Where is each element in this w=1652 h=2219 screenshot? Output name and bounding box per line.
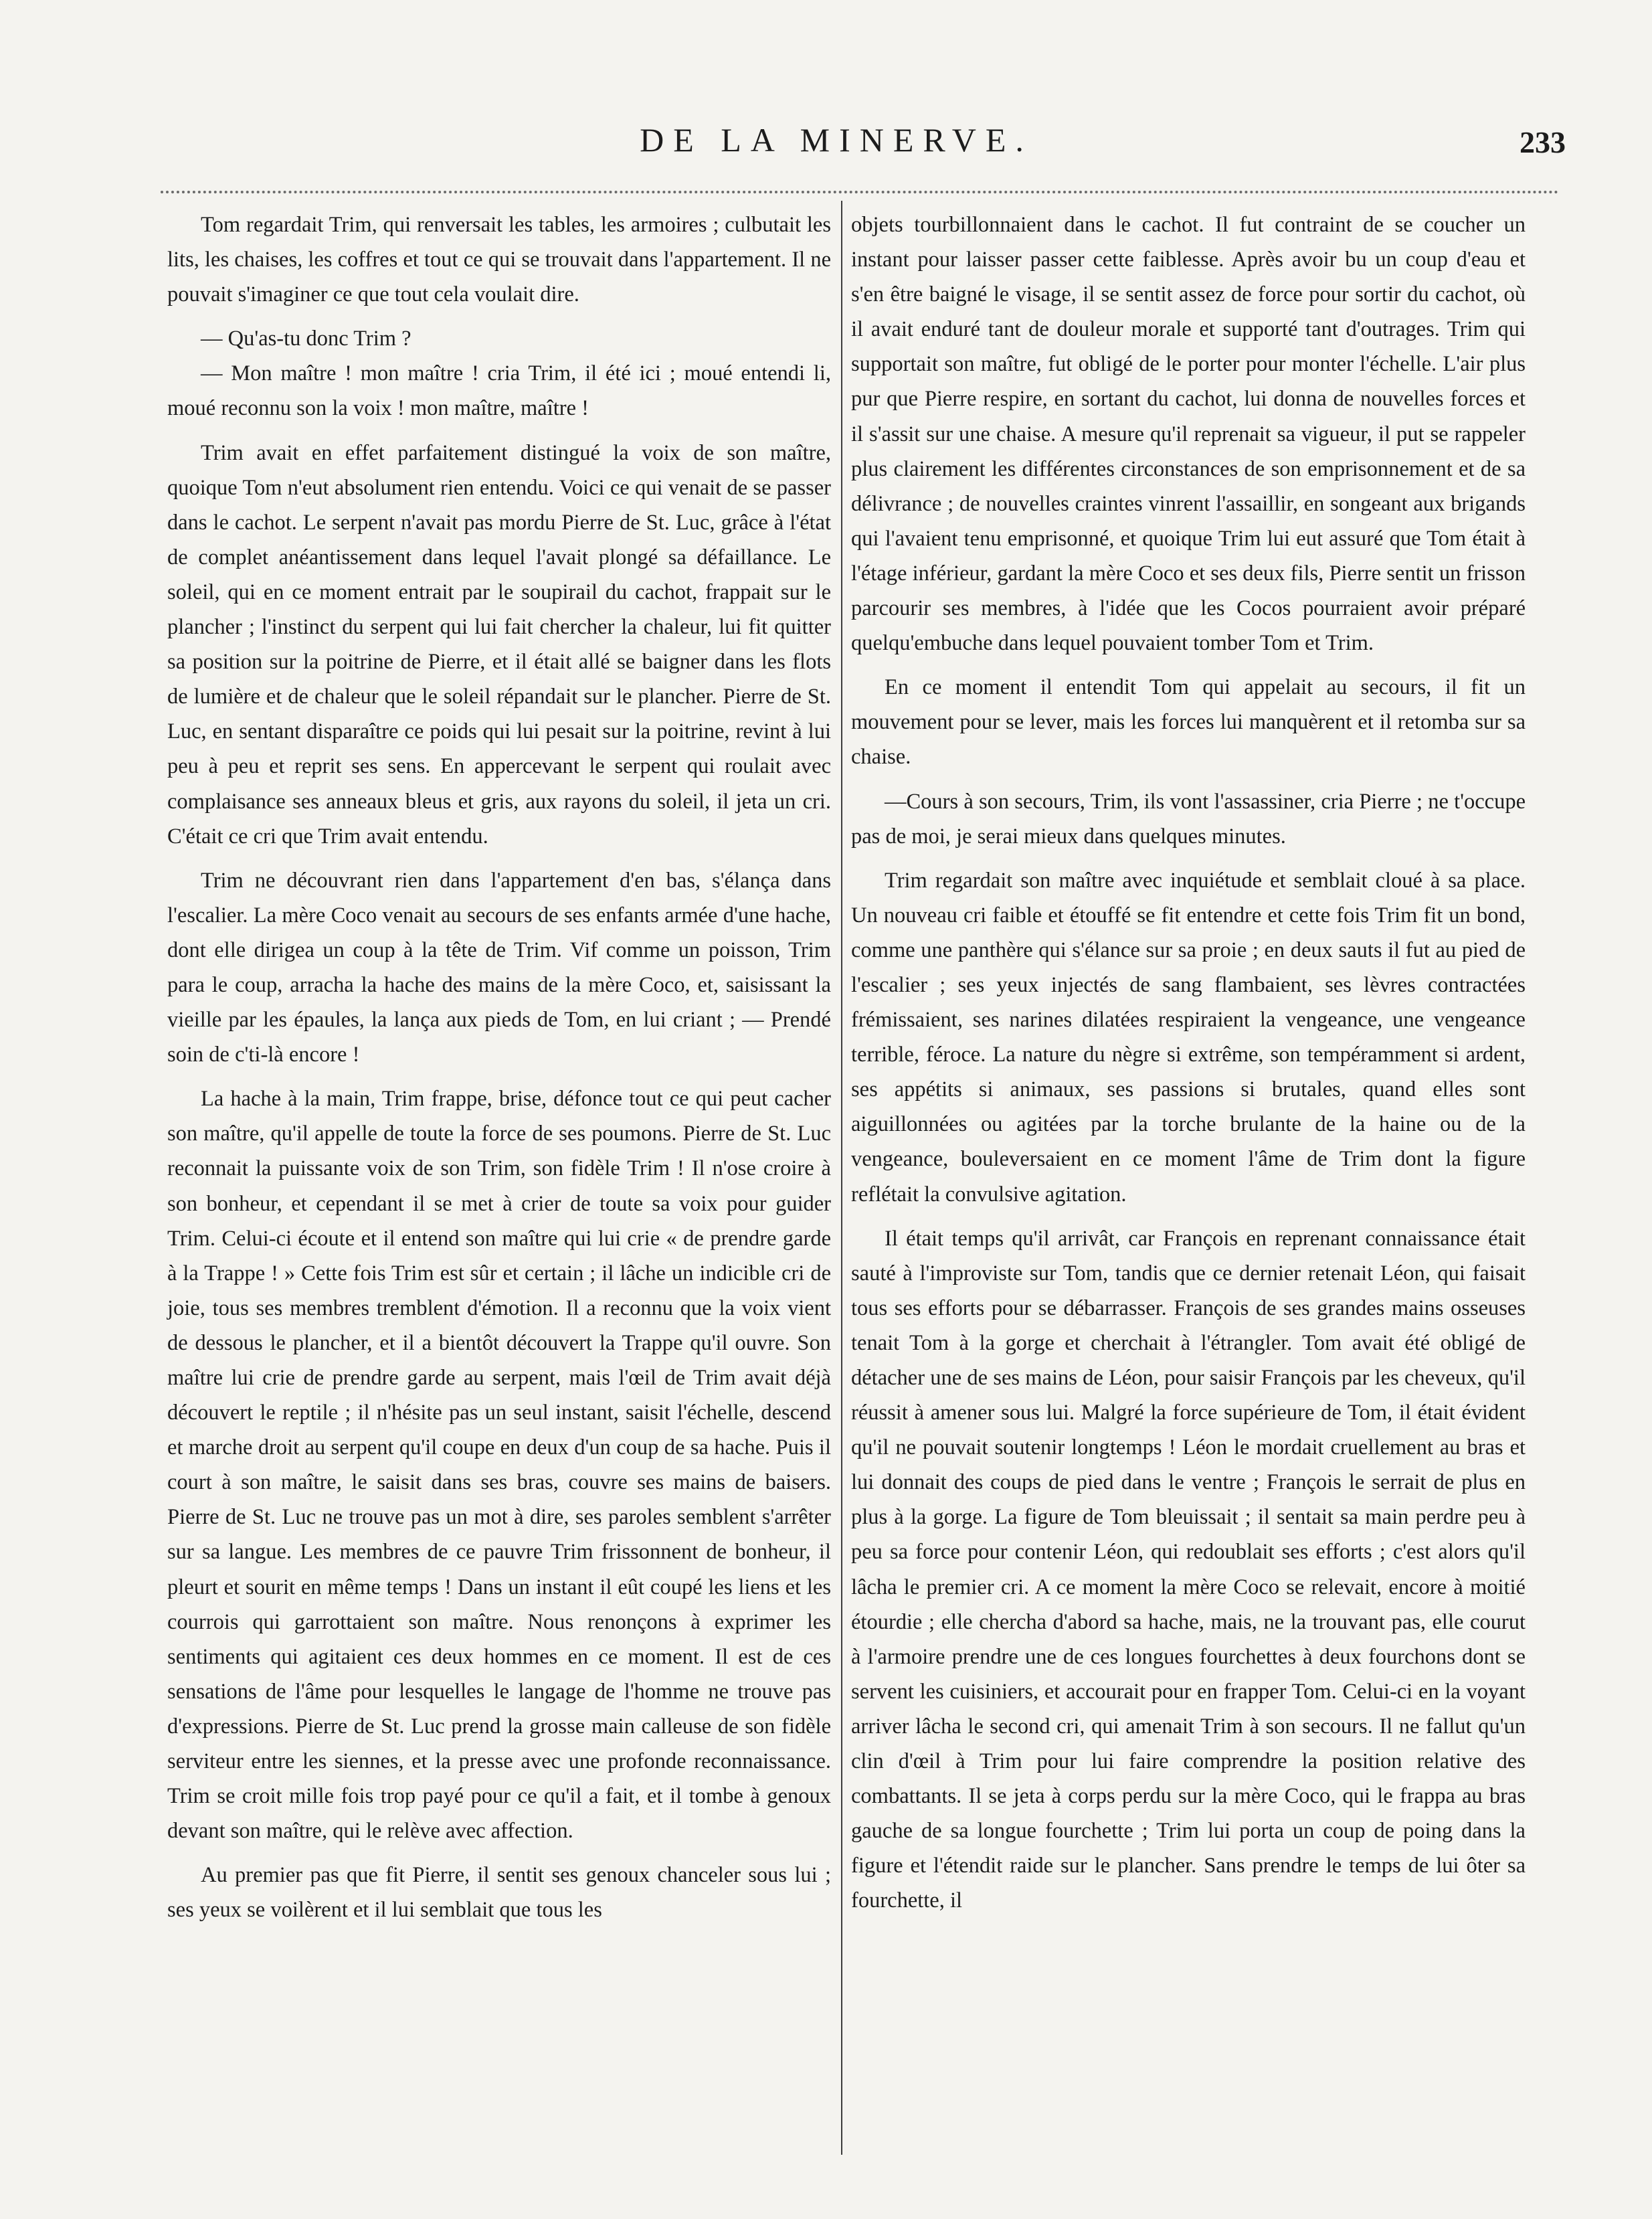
paragraph: La hache à la main, Trim frappe, brise, défonce tout ce qui peut cacher son maître, qu'il appelle de toute la force de ses poumons. Pierre de St. Luc reconnait la puissante voix de son Trim, son fidèle Trim ! Il n'ose croire à son bonheur, et cependant il se met à crier de toute sa voix pour guider Trim. Celui-ci écoute et il entend son maître qui lui crie « de prendre garde à la Trappe ! » Cette fois Trim est sûr et certain ; il lâche un indicible cri de joie, tous ses membres tremblent d'émotion. Il a reconnu que la voix vient de dessous le plancher, et il a bientôt découvert la Trappe qu'il ouvre. Son maître lui crie de prendre garde au serpent, mais l'œil de Trim avait déjà découvert le reptile ; il n'hésite pas un seul instant, saisit l'échelle, descend et marche droit au serpent qu'il coupe en deux d'un coup de sa hache. Puis il court à son maître, le saisit dans ses bras, couvre ses mains de baisers. Pierre de St. Luc ne trouve pas un mot à dire, ses paroles semblent s'arrêter sur sa langue. Les membres de ce pauvre Trim frissonnent de bonheur, il pleurt et sourit en même temps ! Dans un instant il eût coupé les liens et les courrois qui garrottaient son maître. Nous renonçons à exprimer les sentiments qui agitaient ces deux hommes en ce moment. Il est de ces sensations de l'âme pour lesquelles le langage de l'homme ne trouve pas d'expressions. Pierre de St. Luc prend la grosse main calleuse de son fidèle serviteur entre les siennes, et la presse avec une profonde reconnaissance. Trim se croit mille fois trop payé pour ce qu'il a fait, et il tombe à genoux devant son maître, qui le relève avec affection. [167, 1087, 831, 1844]
paragraph: Au premier pas que fit Pierre, il sentit ses genoux chanceler sous lui ; ses yeux se voilèrent et il lui semblait que tous les [167, 1863, 831, 1923]
column-divider [841, 201, 842, 2155]
paragraph: Trim ne découvrant rien dans l'appartement d'en bas, s'élança dans l'escalier. La mère Coco venait au secours de ses enfants armée d'une hache, dont elle dirigea un coup à la tête de Trim. Vif comme un poisson, Trim para le coup, arracha la hache des mains de la mère Coco, et, saisissant la vieille par les épaules, la lança aux pieds de Tom, en lui criant ; — Prendé soin de c'ti-là encore ! [167, 868, 831, 1067]
paragraph: En ce moment il entendit Tom qui appelait au secours, il fit un mouvement pour se lever, mais les forces lui manquèrent et il retomba sur sa chaise. [851, 675, 1526, 770]
dialogue-line: —Cours à son secours, Trim, ils vont l'assassiner, cria Pierre ; ne t'occupe pas de moi, je serai mieux dans quelques minutes. [851, 789, 1526, 849]
dialogue-line: — Mon maître ! mon maître ! cria Trim, il été ici ; moué entendi li, moué reconnu son la voix ! mon maître, maître ! [167, 361, 831, 421]
right-column [851, 207, 1526, 1928]
left-column [167, 207, 831, 1937]
page-header [107, 120, 1566, 181]
page-number: 233 [1520, 125, 1566, 159]
header-rule [161, 191, 1559, 193]
paragraph: Tom regardait Trim, qui renversait les tables, les armoires ; culbutait les lits, les chaises, les coffres et tout ce qui se trouvait dans l'appartement. Il ne pouvait s'imaginer ce que tout cela voulait dire. [167, 213, 831, 307]
paragraph: objets tourbillonnaient dans le cachot. Il fut contraint de se coucher un instant pour laisser passer cette faiblesse. Après avoir bu un coup d'eau et s'en être baigné le visage, il se sentit assez de force pour sortir du cachot, où il avait enduré tant de douleur morale et supporté tant d'outrages. Trim qui supportait son maître, fut obligé de le porter pour monter l'échelle. L'air plus pur que Pierre respire, en sortant du cachot, lui donna de nouvelles forces et il s'assit sur une chaise. A mesure qu'il reprenait sa vigueur, il put se rappeler plus clairement les différentes circonstances de son emprisonnement et de sa délivrance ; de nouvelles craintes vinrent l'assaillir, en songeant aux brigands qui l'avaient tenu emprisonné, et quoique Trim lui eut assuré que Tom était à l'étage inférieur, gardant la mère Coco et ses deux fils, Pierre sentit un frisson parcourir ses membres, à l'idée que les Cocos pourraient avoir préparé quelqu'embuche dans lequel pouvaient tomber Tom et Trim. [851, 213, 1526, 656]
dialogue-line: — Qu'as-tu donc Trim ? [201, 327, 411, 351]
paragraph: Trim avait en effet parfaitement distingué la voix de son maître, quoique Tom n'eut absolument rien entendu. Voici ce qui venait de se passer dans le cachot. Le serpent n'avait pas mordu Pierre de St. Luc, grâce à l'état de complet anéantissement dans lequel l'avait plongé sa défaillance. Le soleil, qui en ce moment entrait par le soupirail du cachot, frappait sur le plancher ; l'instinct du serpent qui lui fait chercher la chaleur, lui fit quitter sa position sur la poitrine de Pierre, et il était allé se baigner dans les flots de lumière et de chaleur que le soleil répandait sur le plancher. Pierre de St. Luc, en sentant disparaître ce poids qui lui pesait sur la poitrine, revint à lui peu à peu et reprit ses sens. En appercevant le serpent qui roulait avec complaisance ses anneaux bleus et gris, aux rayons du soleil, il jeta un cri. C'était ce cri que Trim avait entendu. [167, 440, 831, 849]
paragraph: Il était temps qu'il arrivât, car François en reprenant connaissance était sauté à l'improviste sur Tom, tandis que ce dernier retenait Léon, qui faisait tous ses efforts pour se débarrasser. François de ses grandes mains osseuses tenait Tom à la gorge et cherchait à l'étrangler. Tom avait été obligé de détacher une de ses mains de Léon, pour saisir François par les cheveux, qu'il réussit à amener sous lui. Malgré la force supérieure de Tom, il était évident qu'il ne pouvait soutenir longtemps ! Léon le mordait cruellement au bras et lui donnait des coups de pied dans le ventre ; François le serrait de plus en plus à la gorge. La figure de Tom bleuissait ; il sentait sa main perdre peu à peu sa force pour contenir Léon, qui redoublait ses efforts ; c'est alors qu'il lâcha le premier cri. A ce moment la mère Coco se relevait, encore à moitié étourdie ; elle chercha d'abord sa hache, mais, ne la trouvant pas, elle courut à l'armoire prendre une de ces longues fourchettes à deux fourchons dont se servent les cuisiniers, et accourait pour en frapper Tom. Celui-ci en la voyant arriver lâcha le second cri, qui amenait Trim à son secours. Il ne fallut qu'un clin d'œil à Trim pour lui faire comprendre la position relative des combattants. Il se jeta à corps perdu sur la mère Coco, qui le frappa au bras gauche de sa longue fourchette ; Trim lui porta un coup de poing dans la figure et l'étendit raide sur le plancher. Sans prendre le temps de lui ôter sa fourchette, il [851, 1226, 1526, 1913]
paragraph: Trim regardait son maître avec inquiétude et semblait cloué à sa place. Un nouveau cri faible et étouffé se fit entendre et cette fois Trim fit un bond, comme une panthère qui s'élance sur sa proie ; en deux sauts il fut au pied de l'escalier ; ses yeux injectés de sang flambaient, ses lèvres contractées frémissaient, ses narines dilatées respiraient la vengeance, une vengeance terrible, féroce. La nature du nègre si extrême, son tempéramment si ardent, ses appétits si animaux, ses passions si brutales, quand elles sont aiguillonnées ou agitées par la torche brulante de la haine ou de la vengeance, bouleversaient en ce moment l'âme de Trim dont la figure reflétait la convulsive agitation. [851, 868, 1526, 1207]
running-title: DE LA MINERVE. [640, 121, 1033, 159]
